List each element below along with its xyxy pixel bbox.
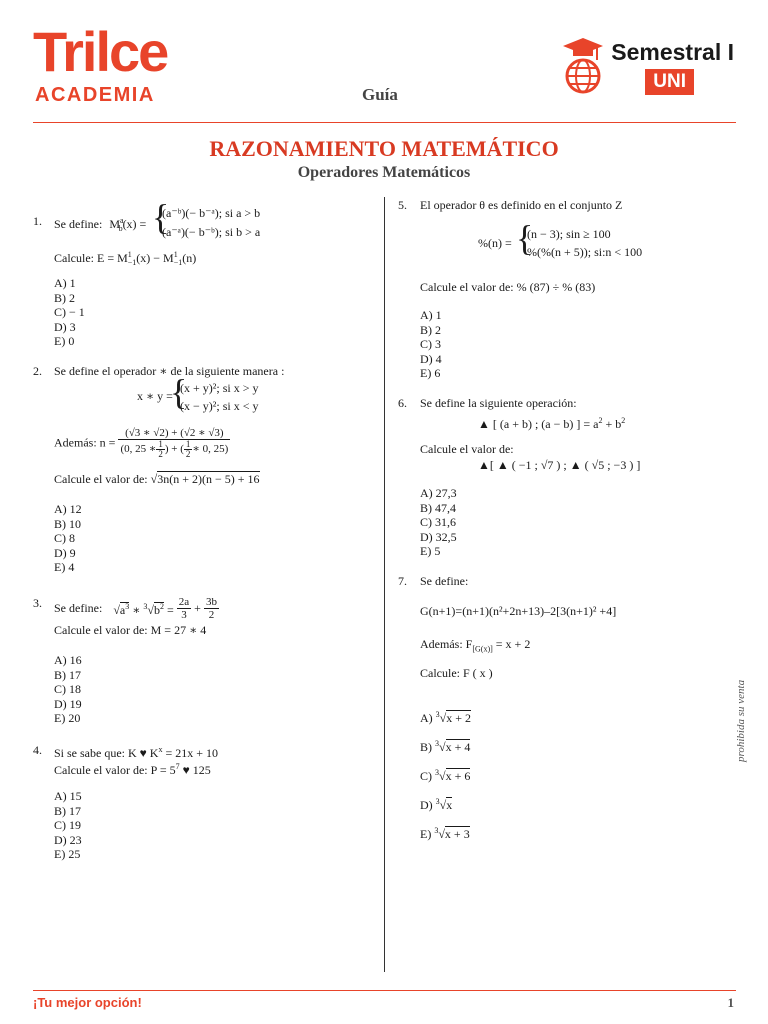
case-2: (x − y)²; si x < y bbox=[180, 399, 259, 413]
option-c: C) 18 bbox=[54, 682, 81, 697]
option-e: E) 4 bbox=[54, 560, 75, 575]
problem-intro: Se define: $√a^3$ ∗ $^3√b^2$ = $\frac{2a}{3}$ + $\frac{3b}{2}$ bbox=[54, 596, 217, 621]
brace: { bbox=[516, 218, 534, 258]
answer-options bbox=[420, 486, 457, 559]
option-b: B) 2 bbox=[420, 322, 441, 337]
definition-expr: $√a^3$ ∗ $^3√b^2$ = bbox=[113, 601, 174, 617]
option-c: C) 19 bbox=[54, 818, 81, 833]
calc-line: Calcule el valor de: M = 27 ∗ 4 bbox=[54, 623, 207, 637]
option-e: E) 0 bbox=[54, 334, 75, 349]
case-2: (a⁻ᵃ)(− b⁻ᵇ); si b > a bbox=[162, 225, 261, 239]
option-c: C) $^3$√x + 6 bbox=[420, 768, 471, 783]
calc-line: Calcule el valor de: bbox=[420, 442, 514, 456]
n-definition: Además: n = (√3 ∗ √2) + (√2 ∗ √3) (0, 25 ∗ $\frac{1}{2}$ ) + ( $\frac{1}{2}$ ∗ 0, 25) bbox=[54, 427, 229, 459]
additional-condition: Además: $F_{[G(x)]} = x + 2$ bbox=[420, 637, 531, 654]
option-b: B) 17 bbox=[54, 667, 81, 682]
option-a: A) 16 bbox=[54, 653, 82, 667]
operator-lhs: %(n) = bbox=[478, 236, 512, 250]
problem-intro: Se define: $M^a_b(x)$ = bbox=[54, 216, 147, 234]
operator-symbol: $M^a_b(x)$ = bbox=[109, 216, 147, 234]
brand-subtitle: ACADEMIA bbox=[35, 84, 155, 106]
watermark: prohibida su venta bbox=[735, 679, 747, 762]
problem-number: 3. bbox=[33, 596, 42, 610]
option-b: B) 47,4 bbox=[420, 500, 456, 515]
calc-line: Calcule: F ( x ) bbox=[420, 666, 493, 680]
page-title: RAZONAMIENTO MATEMÁTICO bbox=[209, 136, 559, 161]
option-d: D) 3 bbox=[54, 319, 76, 334]
option-d: D) $^3$√x bbox=[420, 797, 453, 812]
answer-options bbox=[420, 308, 442, 381]
problem-intro: El operador θ es definido en el conjunto Z bbox=[420, 198, 623, 212]
option-a: A) 27,3 bbox=[420, 486, 457, 500]
option-e: E) 20 bbox=[54, 711, 81, 726]
calc-line: Calcule el valor de: $P = 5^7$ ♥ 125 bbox=[54, 762, 211, 777]
option-c: C) − 1 bbox=[54, 305, 85, 320]
semester-title: Semestral I bbox=[611, 39, 734, 65]
problem-intro: Se define el operador ∗ de la siguiente manera : bbox=[54, 364, 285, 378]
option-d: D) 19 bbox=[54, 696, 82, 711]
option-b: B) 17 bbox=[54, 803, 81, 818]
option-d: D) 23 bbox=[54, 832, 82, 847]
n-fraction: (√3 ∗ √2) + (√2 ∗ √3) (0, 25 ∗ $\frac{1}{2}$ ) + ( $\frac{1}{2}$ ∗ 0, 25) bbox=[120, 427, 229, 459]
option-c: C) 31,6 bbox=[420, 515, 456, 530]
problem-number: 7. bbox=[398, 574, 407, 588]
brace: { bbox=[152, 197, 170, 237]
operation-definition: ▲ [ (a + b) ; (a − b) ] = $a^2 + b^2$ bbox=[478, 416, 626, 431]
problem-intro: Si se sabe que: K ♥ $K^x = 21x + 10$ bbox=[54, 745, 218, 760]
brand-name: Trilce bbox=[33, 20, 168, 83]
option-d: D) 4 bbox=[420, 351, 442, 366]
footer-slogan: ¡Tu mejor opción! bbox=[33, 995, 142, 1010]
uni-badge: UNI bbox=[645, 69, 694, 95]
option-e: E) 6 bbox=[420, 366, 441, 381]
problem-number: 2. bbox=[33, 364, 42, 378]
calc-line: Calcule el valor de: √3n(n + 2)(n − 5) + 16 bbox=[54, 472, 260, 486]
calc-expression: ▲[ ▲ ( −1 ; √7 ) ; ▲ ( √5 ; −3 ) ] bbox=[478, 458, 641, 472]
problem-number: 4. bbox=[33, 743, 42, 757]
option-a: A) 15 bbox=[54, 789, 82, 803]
calc-line: Calcule el valor de: % (87) ÷ % (83) bbox=[420, 280, 596, 294]
calc-line: Calcule: $E = M^1_{-1}(x) - M^1_{-1}(n)$ bbox=[54, 250, 197, 268]
option-b: B) 2 bbox=[54, 290, 75, 305]
operator-lhs: x ∗ y = bbox=[137, 389, 173, 403]
option-e: E) 25 bbox=[54, 847, 81, 862]
case-1: (a⁻ᵇ)(− b⁻ᵃ); si a > b bbox=[162, 206, 261, 220]
problem-number: 6. bbox=[398, 396, 407, 410]
option-a: A) 1 bbox=[54, 276, 76, 290]
option-d: D) 9 bbox=[54, 545, 76, 560]
footer-divider bbox=[33, 990, 736, 991]
page-subtitle: Operadores Matemáticos bbox=[297, 164, 471, 181]
semester-block bbox=[563, 38, 734, 96]
case-2: %(%(n + 5)); si:n < 100 bbox=[527, 245, 643, 259]
brand-logo bbox=[33, 20, 168, 107]
page-number: 1 bbox=[727, 995, 734, 1010]
option-e: E) 5 bbox=[420, 544, 441, 559]
problem-number: 1. bbox=[33, 214, 42, 228]
option-e: E) $^3$√x + 3 bbox=[420, 826, 470, 841]
header-divider bbox=[33, 122, 736, 123]
option-a: A) 12 bbox=[54, 502, 82, 516]
column-divider bbox=[384, 197, 385, 972]
option-a: A) $^3$√x + 2 bbox=[420, 710, 472, 725]
option-b: B) $^3$√x + 4 bbox=[420, 739, 471, 754]
option-d: D) 32,5 bbox=[420, 529, 457, 544]
radical: √3n(n + 2)(n − 5) + 16 bbox=[150, 472, 260, 486]
case-1: (n − 3); sin ≥ 100 bbox=[527, 227, 611, 241]
brace: { bbox=[170, 372, 188, 412]
answer-options bbox=[54, 653, 82, 726]
function-definition: G(n+1)=(n+1)(n²+2n+13)–2[3(n+1)² +4] bbox=[420, 604, 617, 618]
option-c: C) 8 bbox=[54, 531, 75, 546]
graduation-globe-icon bbox=[563, 38, 603, 96]
option-b: B) 10 bbox=[54, 516, 81, 531]
case-1: (x + y)²; si x > y bbox=[180, 381, 259, 395]
option-a: A) 1 bbox=[420, 308, 442, 322]
answer-options bbox=[54, 276, 85, 349]
answer-options bbox=[54, 502, 82, 575]
problem-number: 5. bbox=[398, 198, 407, 212]
answer-options bbox=[54, 789, 82, 862]
guide-label: Guía bbox=[362, 85, 398, 104]
option-c: C) 3 bbox=[420, 337, 441, 352]
problem-intro: Se define: bbox=[420, 574, 469, 588]
problem-intro: Se define la siguiente operación: bbox=[420, 396, 577, 410]
